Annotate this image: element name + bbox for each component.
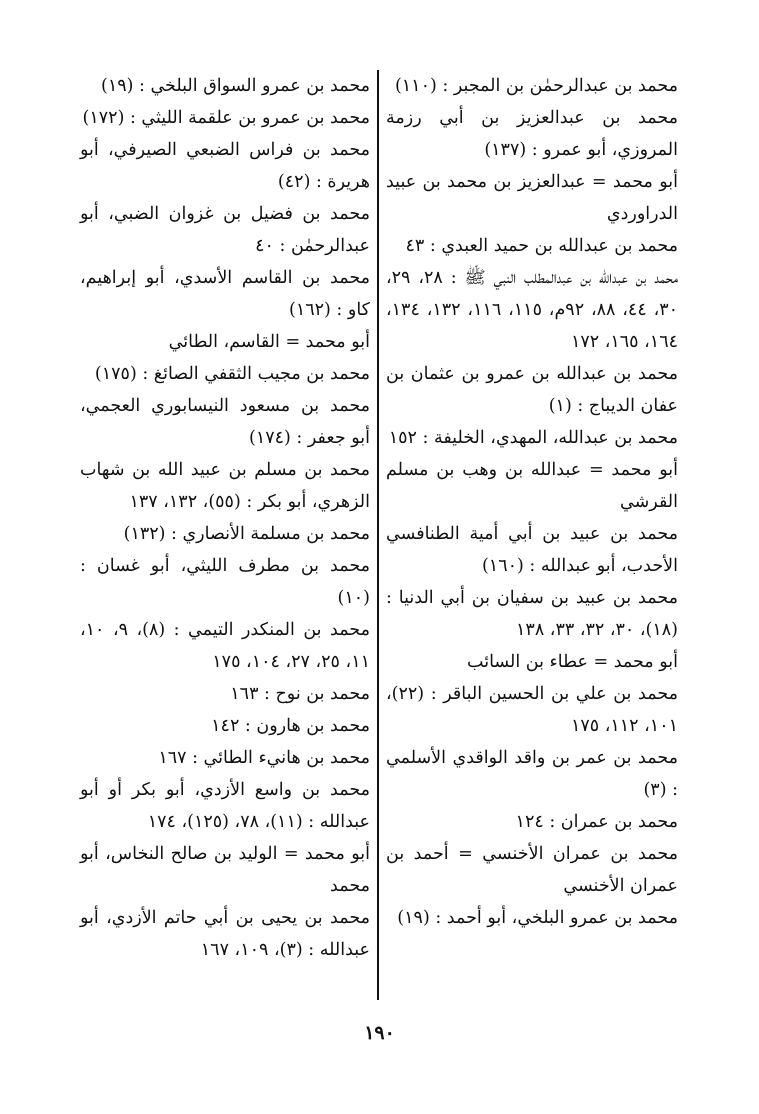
index-entry: محمد بن نوح : ١٦٣ [230,684,370,704]
index-entry: محمد بن عمرو البلخي، أبو أحمد : (١٩) [397,908,678,928]
index-entry: محمد بن عبدالله، المهدي، الخليفة : ١٥٢ [388,428,678,448]
index-entry: محمد بن علي بن الحسين الباقر : (٢٢)، ١٠١، ١١٢، ١٧٥ [386,684,678,736]
index-entry: محمد بن عمران الأخنسي = أحمد بن عمران الأخنسي [386,844,678,896]
index-entry: محمد بن عبدالعزيز بن أبي رزمة المروزي، أبو عمرو : (١٣٧) [386,108,678,160]
index-entry: محمد بن هانيء الطائي : ١٦٧ [158,748,370,768]
index-entry: محمد بن القاسم الأسدي، أبو إبراهيم، كاو : (١٦٢) [80,268,370,320]
index-entry: أبو محمد = عطاء بن السائب [467,652,678,672]
index-entry: محمد بن عمرو بن علقمة الليثي : (١٧٢) [82,108,370,128]
index-entry: محمد بن يحيى بن أبي حاتم الأزدي، أبو عبدالله : (٣)، ١٠٩، ١٦٧ [80,908,370,960]
index-entry: محمد بن واسع الأزدي، أبو بكر أو أبو عبدالله : (١١)، ٧٨، (١٢٥)، ١٧٤ [80,780,370,832]
index-entry: محمد بن عبدالله بن عبدالمطلب النبي ﷺ : ٢٨، ٢٩، ٣٠، ٤٤، ٨٨، ٩٢م، ١١٥، ١١٦، ١٣٢، ١٣٤، ١٦٤، ١٦٥، ١٧٢ [386,268,679,352]
index-entry: محمد بن مسلمة الأنصاري : (١٣٢) [123,524,370,544]
index-entry: محمد بن مطرف الليثي، أبو غسان : (١٠) [80,556,370,608]
index-entry: محمد بن مسلم بن عبيد الله بن شهاب الزهري، أبو بكر : (٥٥)، ١٣٢، ١٣٧ [80,460,370,512]
index-entry: محمد بن عبدالله بن حميد العبدي : ٤٣ [405,236,678,256]
right-column [386,70,678,934]
index-entry: محمد بن عبدالله بن عمرو بن عثمان بن عفان الديباج : (١) [386,364,678,416]
page-number: ١٩٠ [364,1022,395,1044]
index-entry: محمد بن عمر بن واقد الواقدي الأسلمي : (٣) [386,748,678,800]
index-entry: محمد بن مسعود النيسابوري العجمي، أبو جعفر : (١٧٤) [80,396,370,448]
index-entry: محمد بن عبيد بن سفيان بن أبي الدنيا : (١٨)، ٣٠، ٣٢، ٣٣، ١٣٨ [386,588,678,640]
index-entry: محمد بن المنكدر التيمي : (٨)، ٩، ١٠، ١١، ٢٥، ٢٧، ١٠٤، ١٧٥ [80,620,370,672]
index-entry: محمد بن عبدالرحمٰن بن المجبر : (١١٠) [394,76,678,96]
column-divider [377,70,379,1000]
index-entry: محمد بن فضيل بن غزوان الضبي، أبو عبدالرحمٰن : ٤٠ [80,204,370,256]
index-entry: محمد بن عمرو السواق البلخي : (١٩) [100,76,370,96]
index-entry: محمد بن عمران : ١٢٤ [515,812,678,832]
index-entry: محمد بن فراس الضبعي الصيرفي، أبو هريرة : (٤٢) [80,140,370,192]
left-column [80,70,370,966]
index-entry: أبو محمد = عبدالله بن وهب بن مسلم القرشي [386,460,678,512]
index-entry: محمد بن هارون : ١٤٢ [211,716,370,736]
index-entry: أبو محمد = القاسم، الطائي [168,332,370,352]
index-entry: محمد بن عبيد بن أبي أمية الطنافسي الأحدب، أبو عبدالله : (١٦٠) [386,524,678,576]
index-entry: أبو محمد = الوليد بن صالح النخاس، أبو محمد [80,844,370,896]
index-entry: أبو محمد = عبدالعزيز بن محمد بن عبيد الدراوردي [386,172,678,224]
index-entry: محمد بن مجيب الثقفي الصائغ : (١٧٥) [94,364,370,384]
